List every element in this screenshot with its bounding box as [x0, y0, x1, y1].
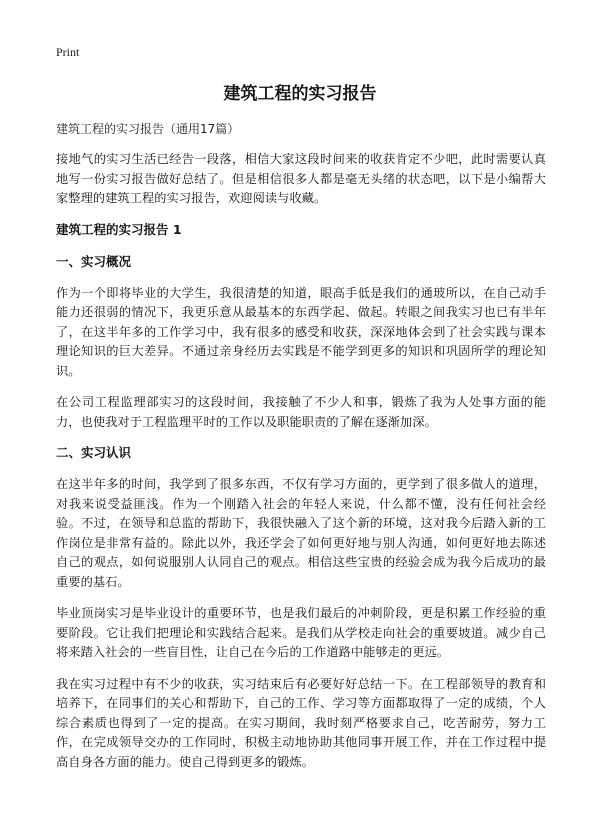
section-paragraph: 在这半年多的时间，我学到了很多东西，不仅有学习方面的，更学到了很多做人的道理，对我来说受益匪浅。作为一个刚踏入社会的年轻人来说，什么都不懂，没有任何社会经验。不过，在领导和总监的帮助下，我很快融入了这个新的环境，这对我今后踏入新的工作岗位是非常有益的。除此以外，我还学会了如何更好地与别人沟通，如何更好地去陈述自己的观点，如何说服别人认同自己的观点。相信这些宝贵的经验会成为我今后成功的最重要的基石。 — [56, 477, 546, 589]
section-paragraph: 在公司工程监理部实习的这段时间，我接触了不少人和事，锻炼了我为人处事方面的能力，也使我对于工程监理平时的工作以及职能职责的了解在逐渐加深。 — [56, 395, 546, 429]
section-paragraph: 作为一个即将毕业的大学生，我很清楚的知道，眼高手低是我们的通玻所以，在自己动手能力还很弱的情况下，我更乐意从最基本的东西学起、做起。转眼之间我实习也已有半年了，在这半年多的工作学习中，我有很多的感受和收获，深深地体会到了社会实践与课本理论知识的巨大差异。不通过亲身经历去实践是不能学到更多的知识和巩固所学的理论知识。 — [56, 285, 546, 378]
section-heading-overview: 一、实习概况 — [56, 253, 132, 269]
print-link[interactable]: Print — [56, 45, 80, 59]
document-body — [56, 120, 546, 784]
section-heading-understanding: 二、实习认识 — [56, 445, 132, 460]
document-subtitle: 建筑工程的实习报告（通用17篇） — [56, 122, 240, 136]
article-heading: 建筑工程的实习报告 1 — [56, 221, 182, 237]
section-paragraph: 我在实习过程中有不少的收获，实习结束后有必要好好总结一下。在工程部领导的教育和培养下，在同事们的关心和帮助下，自己的工作、学习等方面都取得了一定的成绩，个人综合素质也得到了一定的提高。在实习期间，我时刻严格要求自己，吃苦耐劳，努力工作，在完成领导交办的工作同时，积极主动地协助其他同事开展工作，并在工作过程中提高自身各方面的能力。使自己得到更多的锻炼。 — [56, 676, 546, 769]
intro-paragraph: 接地气的实习生活已经告一段落，相信大家这段时间来的收获肯定不少吧，此时需要认真地写一份实习报告做好总结了。但是相信很多人都是毫无头绪的状态吧，以下是小编帮大家整理的建筑工程的实习报告，欢迎阅读与收藏。 — [56, 152, 546, 205]
section-paragraph: 毕业顶岗实习是毕业设计的重要环节，也是我们最后的冲刺阶段，更是积累工作经验的重要阶段。它让我们把理论和实践结合起来。是我们从学校走向社会的重要坡道。减少自己将来踏入社会的一些盲目性，让自己在今后的工作道路中能够走的更远。 — [56, 606, 546, 659]
page-title: 建筑工程的实习报告 — [223, 84, 377, 104]
